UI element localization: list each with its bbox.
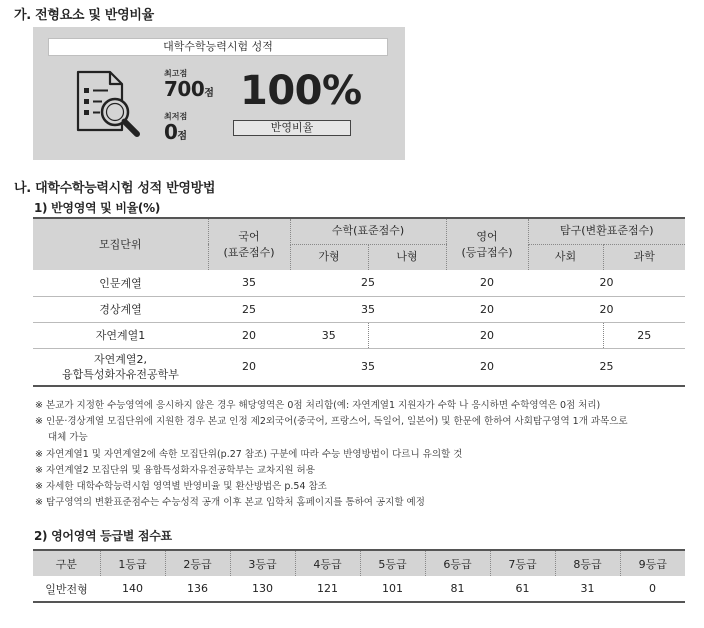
grade-header: 3등급 — [230, 550, 295, 576]
header-unit: 모집단위 — [33, 218, 208, 270]
min-score — [164, 120, 187, 144]
math-a-cell: 35 — [290, 322, 368, 348]
min-score-value: 0 — [164, 120, 178, 144]
grade-header: 8등급 — [555, 550, 620, 576]
unit-cell: 경상계열 — [33, 296, 208, 322]
header-korean-line1: 국어 — [238, 229, 260, 243]
notes — [35, 398, 685, 511]
grade-score-cell: 81 — [450, 582, 465, 595]
unit-cell: 자연계열1 — [33, 322, 208, 348]
table-row — [33, 296, 685, 322]
social-cell — [528, 322, 603, 348]
grade-score-cell: 31 — [580, 582, 595, 595]
inquiry-cell: 20 — [528, 296, 685, 322]
ratio-table — [33, 217, 685, 387]
note-item: ※ 자세한 대학수학능력시험 영역별 반영비율 및 환산방법은 p.54 참조 — [35, 481, 327, 493]
grade-header: 7등급 — [490, 550, 555, 576]
header-english-line2: (등급점수) — [461, 245, 513, 259]
header-math-a: 가형 — [290, 244, 368, 270]
note-item: ※ 탐구영역의 변환표준점수는 수능성적 공개 이후 본교 입학처 홈페이지를 통하여 공지할 예정 — [35, 497, 425, 509]
grade-score-cell: 136 — [187, 582, 208, 595]
ratio-percent: 100% — [240, 68, 362, 114]
grade-row-label: 일반전형 — [45, 582, 88, 596]
grade-header: 6등급 — [425, 550, 490, 576]
unit-cell: 인문계열 — [33, 270, 208, 296]
english-cell: 20 — [446, 270, 528, 296]
grade-header-label: 구분 — [33, 550, 100, 576]
header-english — [446, 218, 528, 270]
unit-cell — [33, 348, 208, 386]
header-social: 사회 — [528, 244, 603, 270]
english-grade-table — [33, 549, 685, 603]
header-korean-line2: (표준점수) — [223, 245, 275, 259]
max-score-unit: 점 — [204, 88, 214, 99]
grade-header: 2등급 — [165, 550, 230, 576]
english-cell: 20 — [480, 360, 494, 374]
korean-cell: 25 — [208, 296, 290, 322]
unit-line2: 융합특성화자유전공학부 — [62, 367, 179, 381]
math-cell: 35 — [290, 296, 446, 322]
max-score — [164, 77, 213, 101]
grade-header: 9등급 — [620, 550, 685, 576]
korean-cell: 35 — [208, 270, 290, 296]
note-item: ※ 본교가 지정한 수능영역에 응시하지 않은 경우 해당영역은 0점 처리함(예: 자연계열1 지원자가 수학 나 응시하면 수학영역은 0점 처리) — [35, 400, 601, 411]
inquiry-cell: 20 — [528, 270, 685, 296]
grade-score-cell: 130 — [252, 582, 273, 595]
header-inquiry: 탐구(변환표준점수) — [528, 218, 685, 244]
min-score-unit: 점 — [177, 131, 187, 142]
ratio-label: 반영비율 — [233, 120, 351, 136]
korean-cell: 20 — [242, 360, 256, 374]
max-score-value: 700 — [164, 77, 205, 101]
table-row — [33, 322, 685, 348]
grade-score-cell: 101 — [382, 582, 403, 595]
table-row — [33, 270, 685, 296]
grade-header: 1등급 — [100, 550, 165, 576]
grade-score-cell: 121 — [317, 582, 338, 595]
english-cell: 20 — [446, 296, 528, 322]
science-cell: 25 — [603, 322, 685, 348]
table-row — [33, 576, 685, 602]
note-item: 대체 가능 — [48, 432, 88, 444]
unit-line1: 자연계열2, — [94, 352, 147, 366]
header-math-b: 나형 — [368, 244, 446, 270]
document-search-icon — [72, 68, 144, 140]
header-english-line1: 영어 — [476, 229, 498, 243]
grade-score-cell: 61 — [515, 582, 530, 595]
max-score-label: 최고점 — [164, 69, 188, 78]
note-item: ※ 자연계열2 모집단위 및 융합특성화자유전공학부는 교차지원 허용 — [35, 464, 315, 476]
note-item: ※ 인문·경상계열 모집단위에 지원한 경우 본교 인정 제2외국어(중국어, 프랑스어, 독일어, 일본어) 및 한문에 한하여 사회탐구영역 1개 과목으로 — [35, 416, 628, 428]
grade-score-cell: 140 — [122, 582, 143, 595]
section-b-heading: 나. 대학수학능력시험 성적 반영방법 — [14, 181, 216, 196]
grade-header: 5등급 — [360, 550, 425, 576]
table-row — [33, 348, 685, 386]
header-korean — [208, 218, 290, 270]
korean-cell: 20 — [208, 322, 290, 348]
min-score-label: 최저점 — [164, 112, 188, 121]
header-science: 과학 — [603, 244, 685, 270]
subsection-1-heading: 1) 반영영역 및 비율(%) — [34, 201, 161, 215]
math-b-cell — [368, 322, 446, 348]
header-math: 수학(표준점수) — [290, 218, 446, 244]
grade-header: 4등급 — [295, 550, 360, 576]
inquiry-cell: 25 — [599, 360, 614, 374]
math-cell: 35 — [361, 360, 375, 374]
section-a-heading: 가. 전형요소 및 반영비율 — [14, 8, 154, 23]
grade-score-cell: 0 — [649, 582, 656, 595]
english-cell: 20 — [446, 322, 528, 348]
note-item: ※ 자연계열1 및 자연계열2에 속한 모집단위(p.27 참조) 구분에 따라 수능 반영방법이 다르니 유의할 것 — [35, 448, 463, 460]
panel-title: 대학수학능력시험 성적 — [48, 38, 388, 56]
math-cell: 25 — [290, 270, 446, 296]
subsection-2-heading: 2) 영어영역 등급별 점수표 — [34, 529, 172, 543]
